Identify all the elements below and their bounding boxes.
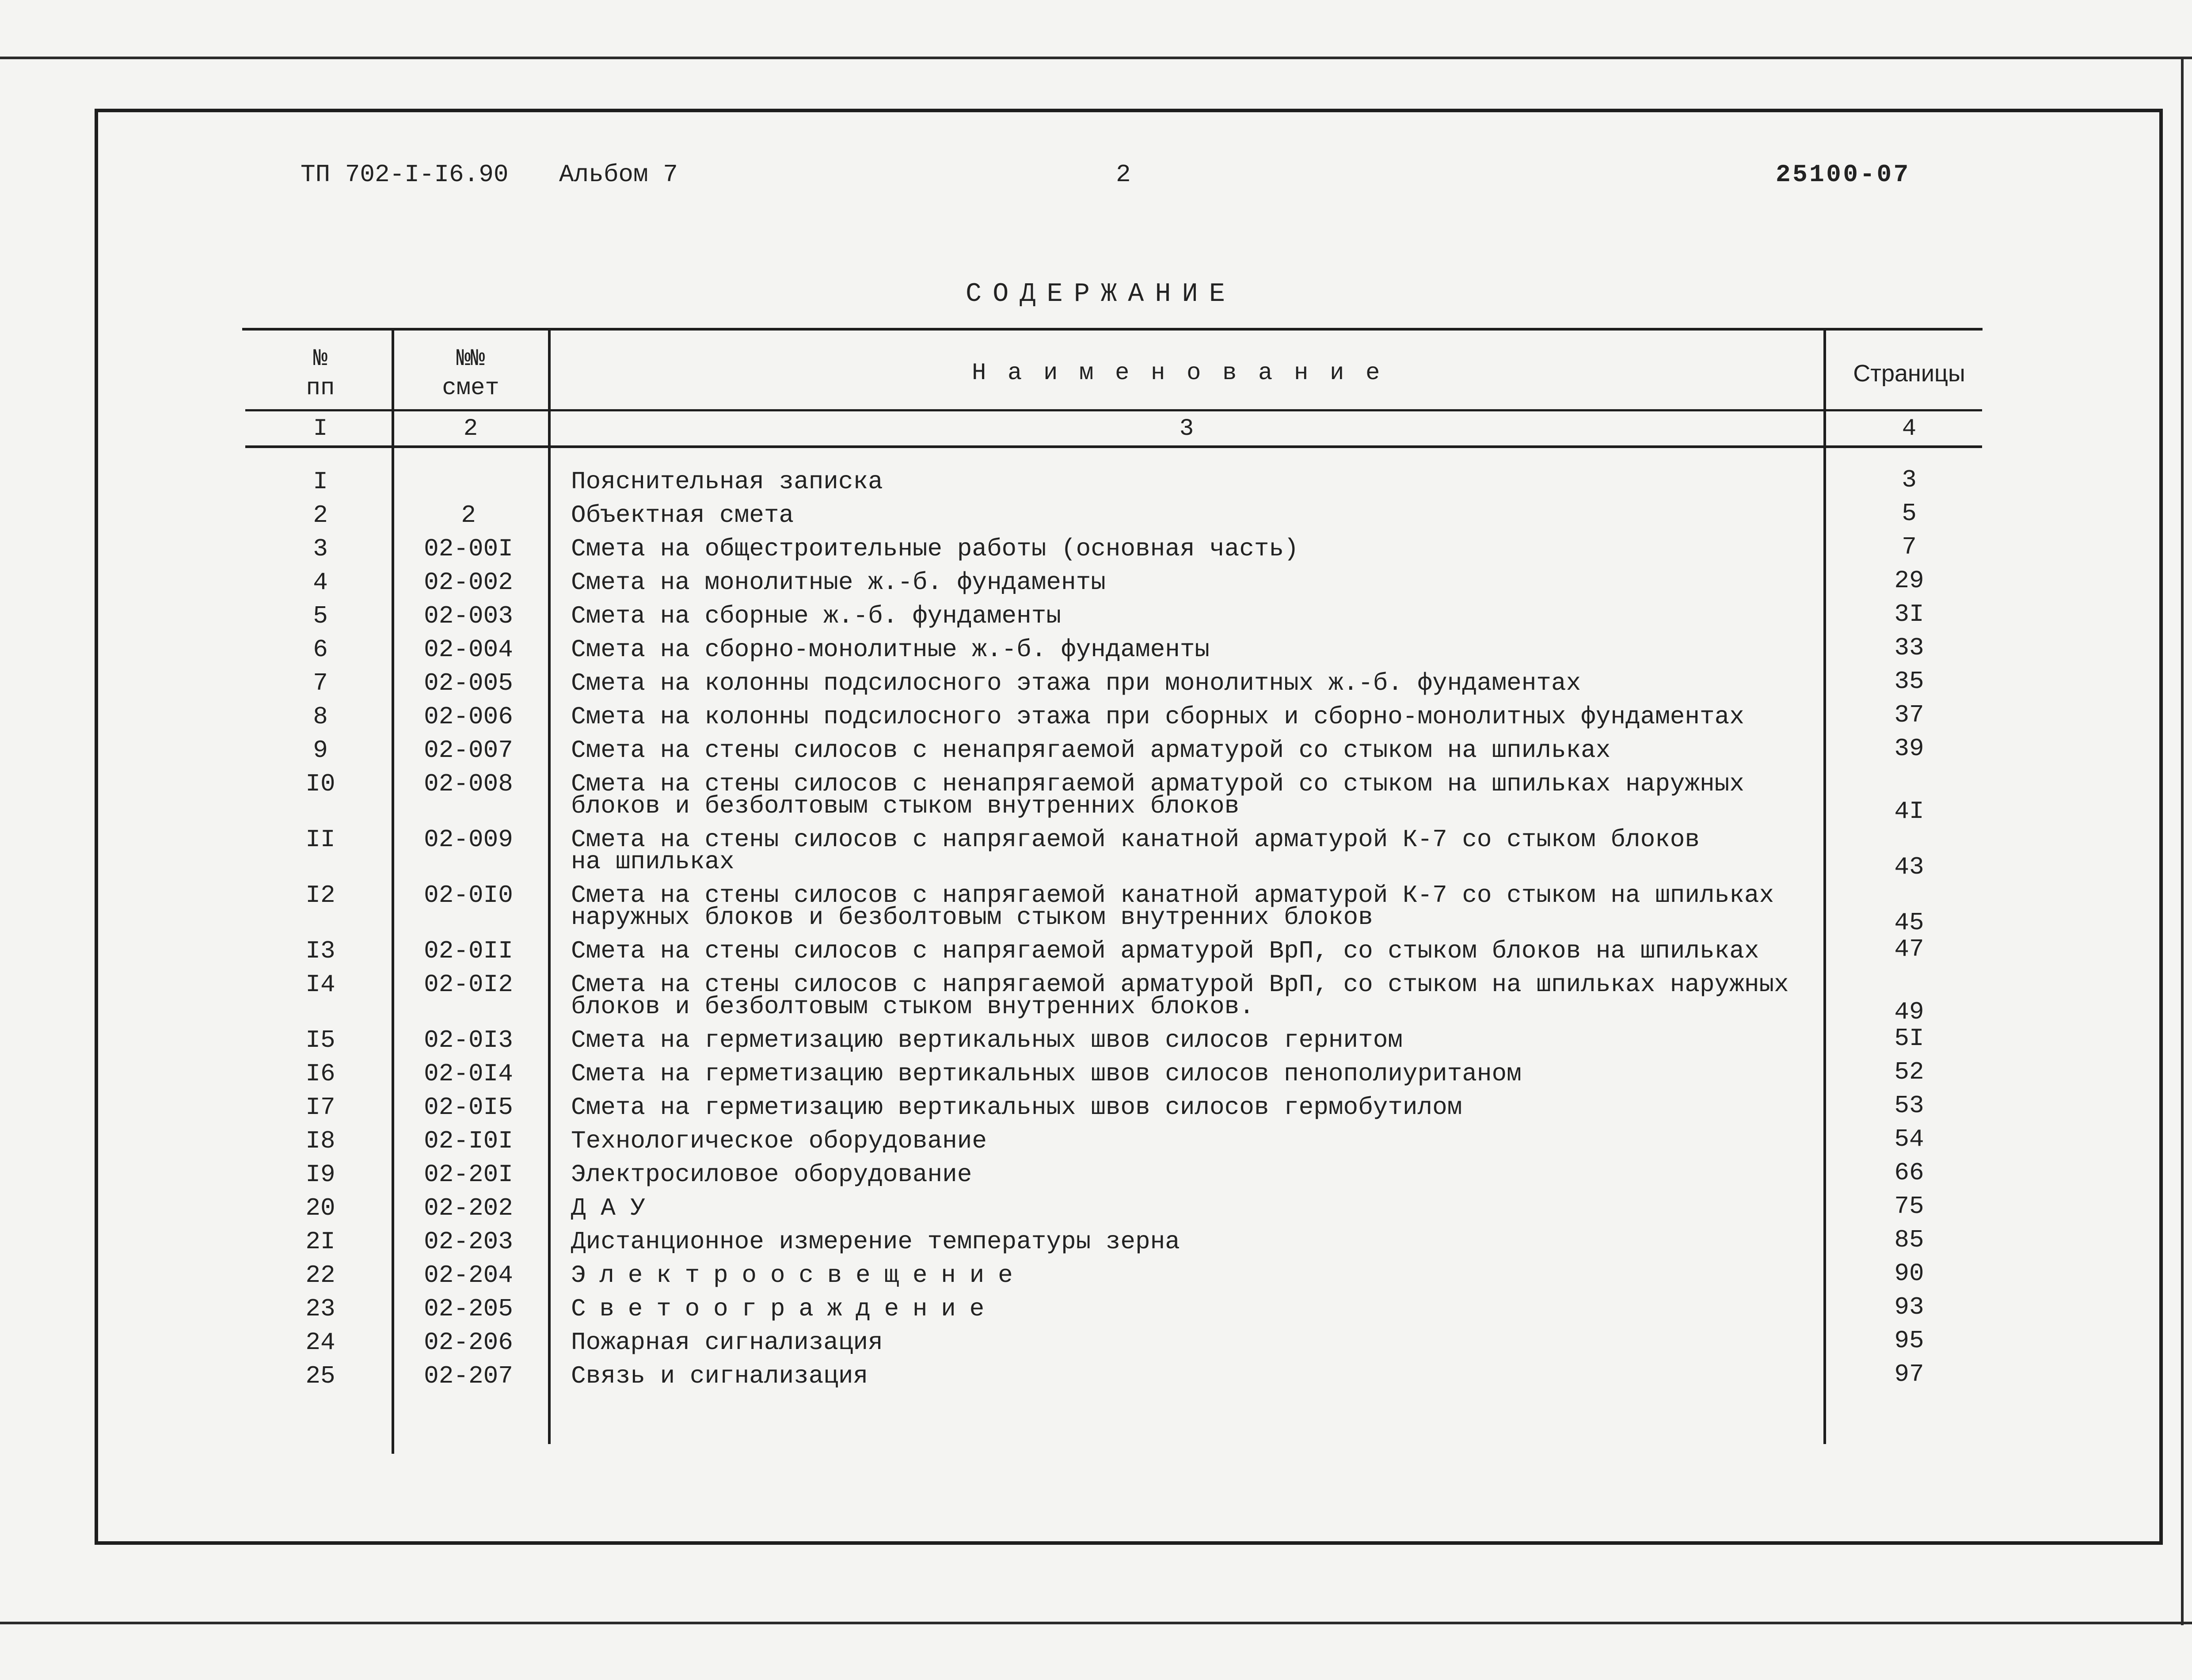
- col-header-code: [398, 345, 544, 403]
- page-ref: 5: [1902, 499, 1917, 528]
- page-ref: 93: [1894, 1293, 1924, 1321]
- col-header-num-bottom: пп: [306, 375, 335, 402]
- row-title: Смета на сборно-монолитные ж.-б. фундаменты: [571, 635, 1210, 664]
- estimate-code: 02-004: [424, 635, 513, 664]
- estimate-code: 02-0I4: [424, 1060, 513, 1088]
- row-title: блоков и безболтовым стыком внутренних блоков: [571, 792, 1240, 820]
- page-ref: 54: [1894, 1125, 1924, 1153]
- row-title: Смета на колонны подсилосного этажа при сборных и сборно-монолитных фундаментах: [571, 703, 1744, 731]
- table-numbers-rule: [245, 445, 1982, 448]
- page-ref: 75: [1894, 1192, 1924, 1220]
- col-number-4: 4: [1902, 415, 1917, 442]
- row-title: Пояснительная записка: [571, 468, 883, 496]
- row-title: Электроосвещение: [571, 1261, 1027, 1289]
- page-ref: 52: [1894, 1058, 1924, 1086]
- col-header-name: Наименование: [971, 360, 1402, 387]
- page-ref: 39: [1894, 734, 1924, 763]
- page-ref: 45: [1894, 908, 1924, 937]
- page-ref: 47: [1894, 935, 1924, 963]
- estimate-code: 02-003: [424, 602, 513, 630]
- page-ref: 3I: [1894, 600, 1924, 628]
- estimate-code: 02-002: [424, 568, 513, 597]
- row-number: I6: [305, 1060, 335, 1088]
- page-title: СОДЕРЖАНИЕ: [966, 279, 1237, 309]
- row-number: I0: [305, 770, 335, 798]
- estimate-code: 02-203: [424, 1228, 513, 1256]
- col-number-2: 2: [463, 415, 478, 442]
- row-number: 25: [305, 1362, 335, 1390]
- estimate-code: 02-0I5: [424, 1093, 513, 1121]
- row-title: блоков и безболтовым стыком внутренних блоков.: [571, 992, 1254, 1021]
- estimate-code: 02-205: [424, 1295, 513, 1323]
- row-title: Дистанционное измерение температуры зерна: [571, 1228, 1180, 1256]
- row-title: Смета на стены силосов с напрягаемой арматурой ВрП, со стыком блоков на шпильках: [571, 937, 1759, 965]
- page-ref: 95: [1894, 1327, 1924, 1355]
- page-ref: 7: [1902, 533, 1917, 561]
- page-ref: 5I: [1894, 1024, 1924, 1053]
- col-header-code-bottom: смет: [442, 375, 499, 402]
- row-title: наружных блоков и безболтовым стыком внутренних блоков: [571, 903, 1373, 931]
- estimate-code: 02-0I0: [424, 881, 513, 909]
- row-number: I2: [305, 881, 335, 909]
- row-title: Смета на общестроительные работы (основная часть): [571, 535, 1299, 563]
- page-ref: 43: [1894, 853, 1924, 881]
- page-ref: 66: [1894, 1159, 1924, 1187]
- row-number: I8: [305, 1127, 335, 1155]
- estimate-code: 02-005: [424, 669, 513, 697]
- row-number: I5: [305, 1026, 335, 1054]
- col-header-num: [247, 345, 393, 403]
- doc-id: 25100-07: [1776, 160, 1910, 189]
- album-label: Альбом 7: [559, 160, 678, 189]
- row-number: I: [313, 468, 328, 496]
- estimate-code: 02-00I: [424, 535, 513, 563]
- row-title: Смета на стены силосов с напрягаемой канатной арматурой К-7 со стыком блоков: [571, 825, 1700, 854]
- estimate-code: 02-009: [424, 825, 513, 854]
- estimate-code: 02-20I: [424, 1160, 513, 1189]
- estimate-code: 02-008: [424, 770, 513, 798]
- page-ref: 53: [1894, 1091, 1924, 1120]
- estimate-code: 02-I0I: [424, 1127, 513, 1155]
- row-title: Смета на стены силосов с ненапрягаемой арматурой со стыком на шпильках наружных: [571, 770, 1744, 798]
- row-title: Д А У: [571, 1194, 646, 1222]
- toc-table-body: [0, 466, 2192, 1443]
- estimate-code: 02-007: [424, 736, 513, 764]
- page-ref: 97: [1894, 1360, 1924, 1388]
- row-title: на шпильках: [571, 848, 734, 876]
- row-title: Объектная смета: [571, 501, 794, 529]
- sheet-edge-top: [0, 57, 2192, 59]
- estimate-code: 02-207: [424, 1362, 513, 1390]
- row-title: Смета на монолитные ж.-б. фундаменты: [571, 568, 1106, 597]
- row-title: Пожарная сигнализация: [571, 1328, 883, 1357]
- row-number: 22: [305, 1261, 335, 1289]
- estimate-code: 02-206: [424, 1328, 513, 1357]
- row-title: Смета на герметизацию вертикальных швов силосов гермобутилом: [571, 1093, 1462, 1121]
- row-number: II: [305, 825, 335, 854]
- row-title: Смета на стены силосов с напрягаемой арматурой ВрП, со стыком на шпильках наружных: [571, 970, 1789, 999]
- row-title: Электросиловое оборудование: [571, 1160, 972, 1189]
- estimate-code: 02-0I3: [424, 1026, 513, 1054]
- page-ref: 49: [1894, 998, 1924, 1026]
- row-number: I3: [305, 937, 335, 965]
- estimate-code: 2: [461, 501, 476, 529]
- col-number-3: 3: [1179, 415, 1194, 442]
- page-ref: 85: [1894, 1226, 1924, 1254]
- page-ref: 4I: [1894, 797, 1924, 825]
- row-title: Смета на стены силосов с ненапрягаемой арматурой со стыком на шпильках: [571, 736, 1611, 764]
- row-number: I4: [305, 970, 335, 999]
- row-title: Смета на сборные ж.-б. фундаменты: [571, 602, 1061, 630]
- row-number: 7: [313, 669, 328, 697]
- row-number: 6: [313, 635, 328, 664]
- estimate-code: 02-204: [424, 1261, 513, 1289]
- row-title: Смета на стены силосов с напрягаемой канатной арматурой К-7 со стыком на шпильках: [571, 881, 1774, 909]
- doc-code: ТП 702-I-I6.90: [301, 160, 509, 189]
- row-number: 8: [313, 703, 328, 731]
- page-number: 2: [1116, 160, 1131, 189]
- row-number: I7: [305, 1093, 335, 1121]
- sheet-edge-bottom: [0, 1622, 2192, 1624]
- row-title: Смета на герметизацию вертикальных швов силосов пенополиуританом: [571, 1060, 1522, 1088]
- col-header-pages: Страницы: [1853, 360, 1965, 387]
- row-number: 24: [305, 1328, 335, 1357]
- row-number: 20: [305, 1194, 335, 1222]
- page-ref: 33: [1894, 634, 1924, 662]
- row-title: Связь и сигнализация: [571, 1362, 868, 1390]
- page-ref: 90: [1894, 1259, 1924, 1288]
- row-number: 9: [313, 736, 328, 764]
- row-number: 23: [305, 1295, 335, 1323]
- row-number: 2I: [305, 1228, 335, 1256]
- estimate-code: 02-0II: [424, 937, 513, 965]
- row-title: Смета на колонны подсилосного этажа при монолитных ж.-б. фундаментах: [571, 669, 1581, 697]
- col-number-1: I: [313, 415, 328, 442]
- col-header-num-top: №: [313, 346, 328, 372]
- page-ref: 29: [1894, 566, 1924, 595]
- estimate-code: 02-202: [424, 1194, 513, 1222]
- row-number: I9: [305, 1160, 335, 1189]
- page-ref: 3: [1902, 466, 1917, 494]
- row-number: 5: [313, 602, 328, 630]
- row-title: Технологическое оборудование: [571, 1127, 987, 1155]
- estimate-code: 02-006: [424, 703, 513, 731]
- row-number: 3: [313, 535, 328, 563]
- row-title: Смета на герметизацию вертикальных швов силосов гернитом: [571, 1026, 1403, 1054]
- col-header-code-top: №№: [456, 346, 485, 372]
- estimate-code: 02-0I2: [424, 970, 513, 999]
- page-ref: 37: [1894, 701, 1924, 729]
- page-ref: 35: [1894, 667, 1924, 696]
- table-header-rule: [245, 409, 1982, 411]
- row-number: 4: [313, 568, 328, 597]
- table-top-rule: [242, 328, 1983, 331]
- row-title: Светоограждение: [571, 1295, 998, 1323]
- row-number: 2: [313, 501, 328, 529]
